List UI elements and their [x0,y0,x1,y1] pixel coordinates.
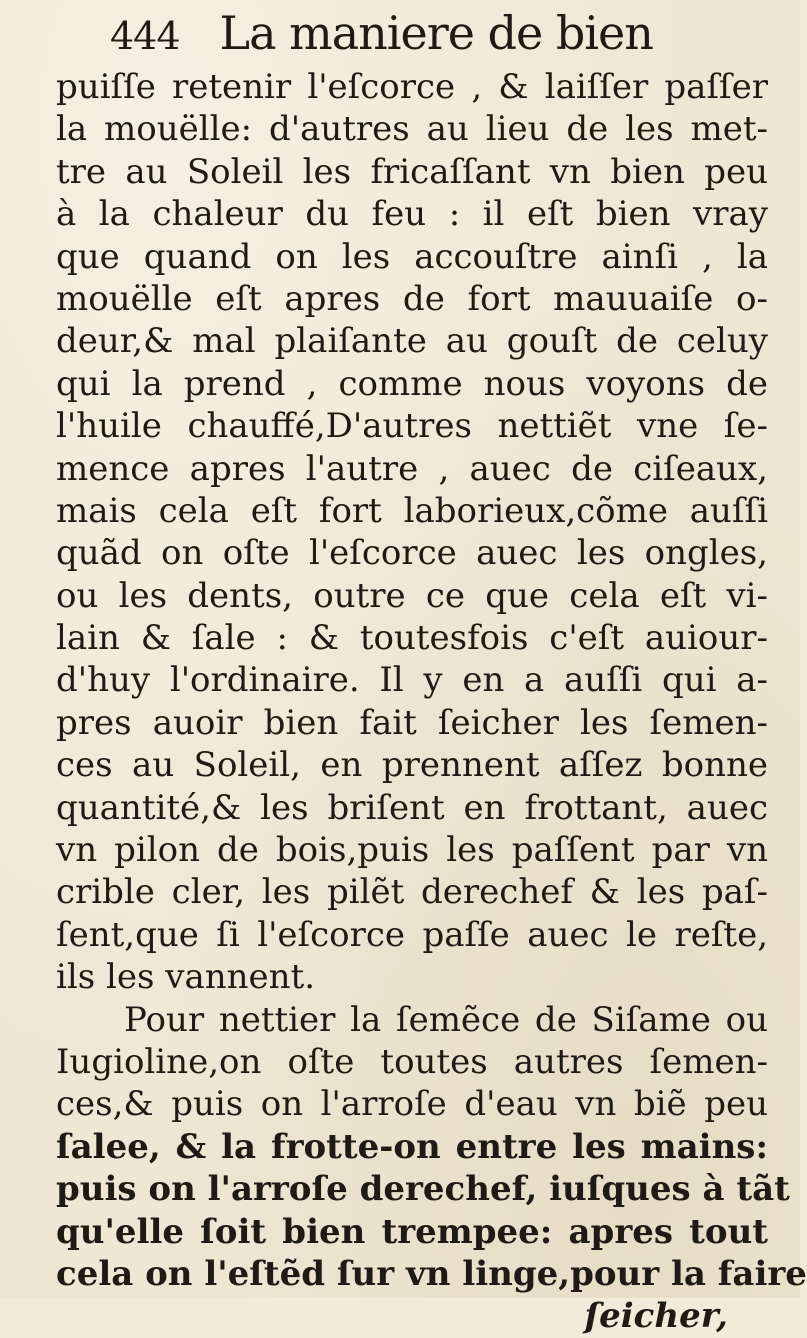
text-line: vn pilon de bois,puis les paſſent par vn [56,830,768,871]
text-line: puiſſe retenir l'eſcorce , & laiſſer paſſer [56,67,768,107]
text-line: ſent,que ſi l'eſcorce paſſe auec le reſte, [56,914,768,955]
page-header [110,6,653,70]
text-line: l'huile chauffé,D'autres nettiẽt vne ſe- [56,406,768,447]
text-line: quantité,& les briſent en frottant, auec [56,787,768,828]
text-line: deur,& mal plaiſante au gouſt de celuy [56,321,768,362]
text-line: tre au Soleil les fricaſſant vn bien peu [56,151,768,192]
text-line: ſalee, & la frotte-on entre les mains: [56,1126,768,1167]
text-line: ces,& puis on l'arroſe d'eau vn biẽ peu [56,1084,768,1125]
text-line: quãd on oſte l'eſcorce auec les ongles, [56,533,768,574]
text-line: la mouëlle: d'autres au lieu de les met- [56,109,768,150]
text-line: cela on l'eſtẽd ſur vn linge,pour la faire [56,1253,807,1294]
text-line: lain & ſale : & toutesfois c'eſt auiour- [56,618,768,659]
running-title: La maniere de bien [219,6,653,60]
body-text [56,66,807,1338]
text-line: que quand on les accouſtre ainſi , la [56,236,768,277]
text-line: puis on l'arroſe derechef, iuſques à tãt [56,1169,790,1210]
catchword: ſeicher, [584,1296,728,1337]
text-line: crible cler, les pilẽt derechef & les paſ- [56,872,768,913]
paragraph-start-line: Pour nettier la ſemẽce de Siſame ou [124,999,768,1040]
page-number: 444 [110,14,180,58]
text-line: ces au Soleil, en prennent aſſez bonne [56,745,768,786]
text-line: ou les dents, outre ce que cela eſt vi- [56,575,768,616]
text-line: à la chaleur du feu : il eſt bien vray [56,194,768,235]
text-line: Iugioline,on oſte toutes autres ſemen- [56,1041,768,1082]
text-line: mais cela eſt fort laborieux,cõme auſſi [56,490,768,531]
text-line: qu'elle ſoit bien trempee: apres tout [56,1211,768,1252]
text-line: ils les vannent. [56,957,316,998]
text-line: d'huy l'ordinaire. Il y en a auſſi qui a- [56,660,768,701]
text-line: mence apres l'autre , auec de ciſeaux, [56,448,768,489]
text-line: mouëlle eſt apres de fort mauuaiſe o- [56,278,768,319]
text-line: qui la prend , comme nous voyons de [56,363,768,404]
text-line: pres auoir bien fait ſeicher les ſemen- [56,702,768,743]
